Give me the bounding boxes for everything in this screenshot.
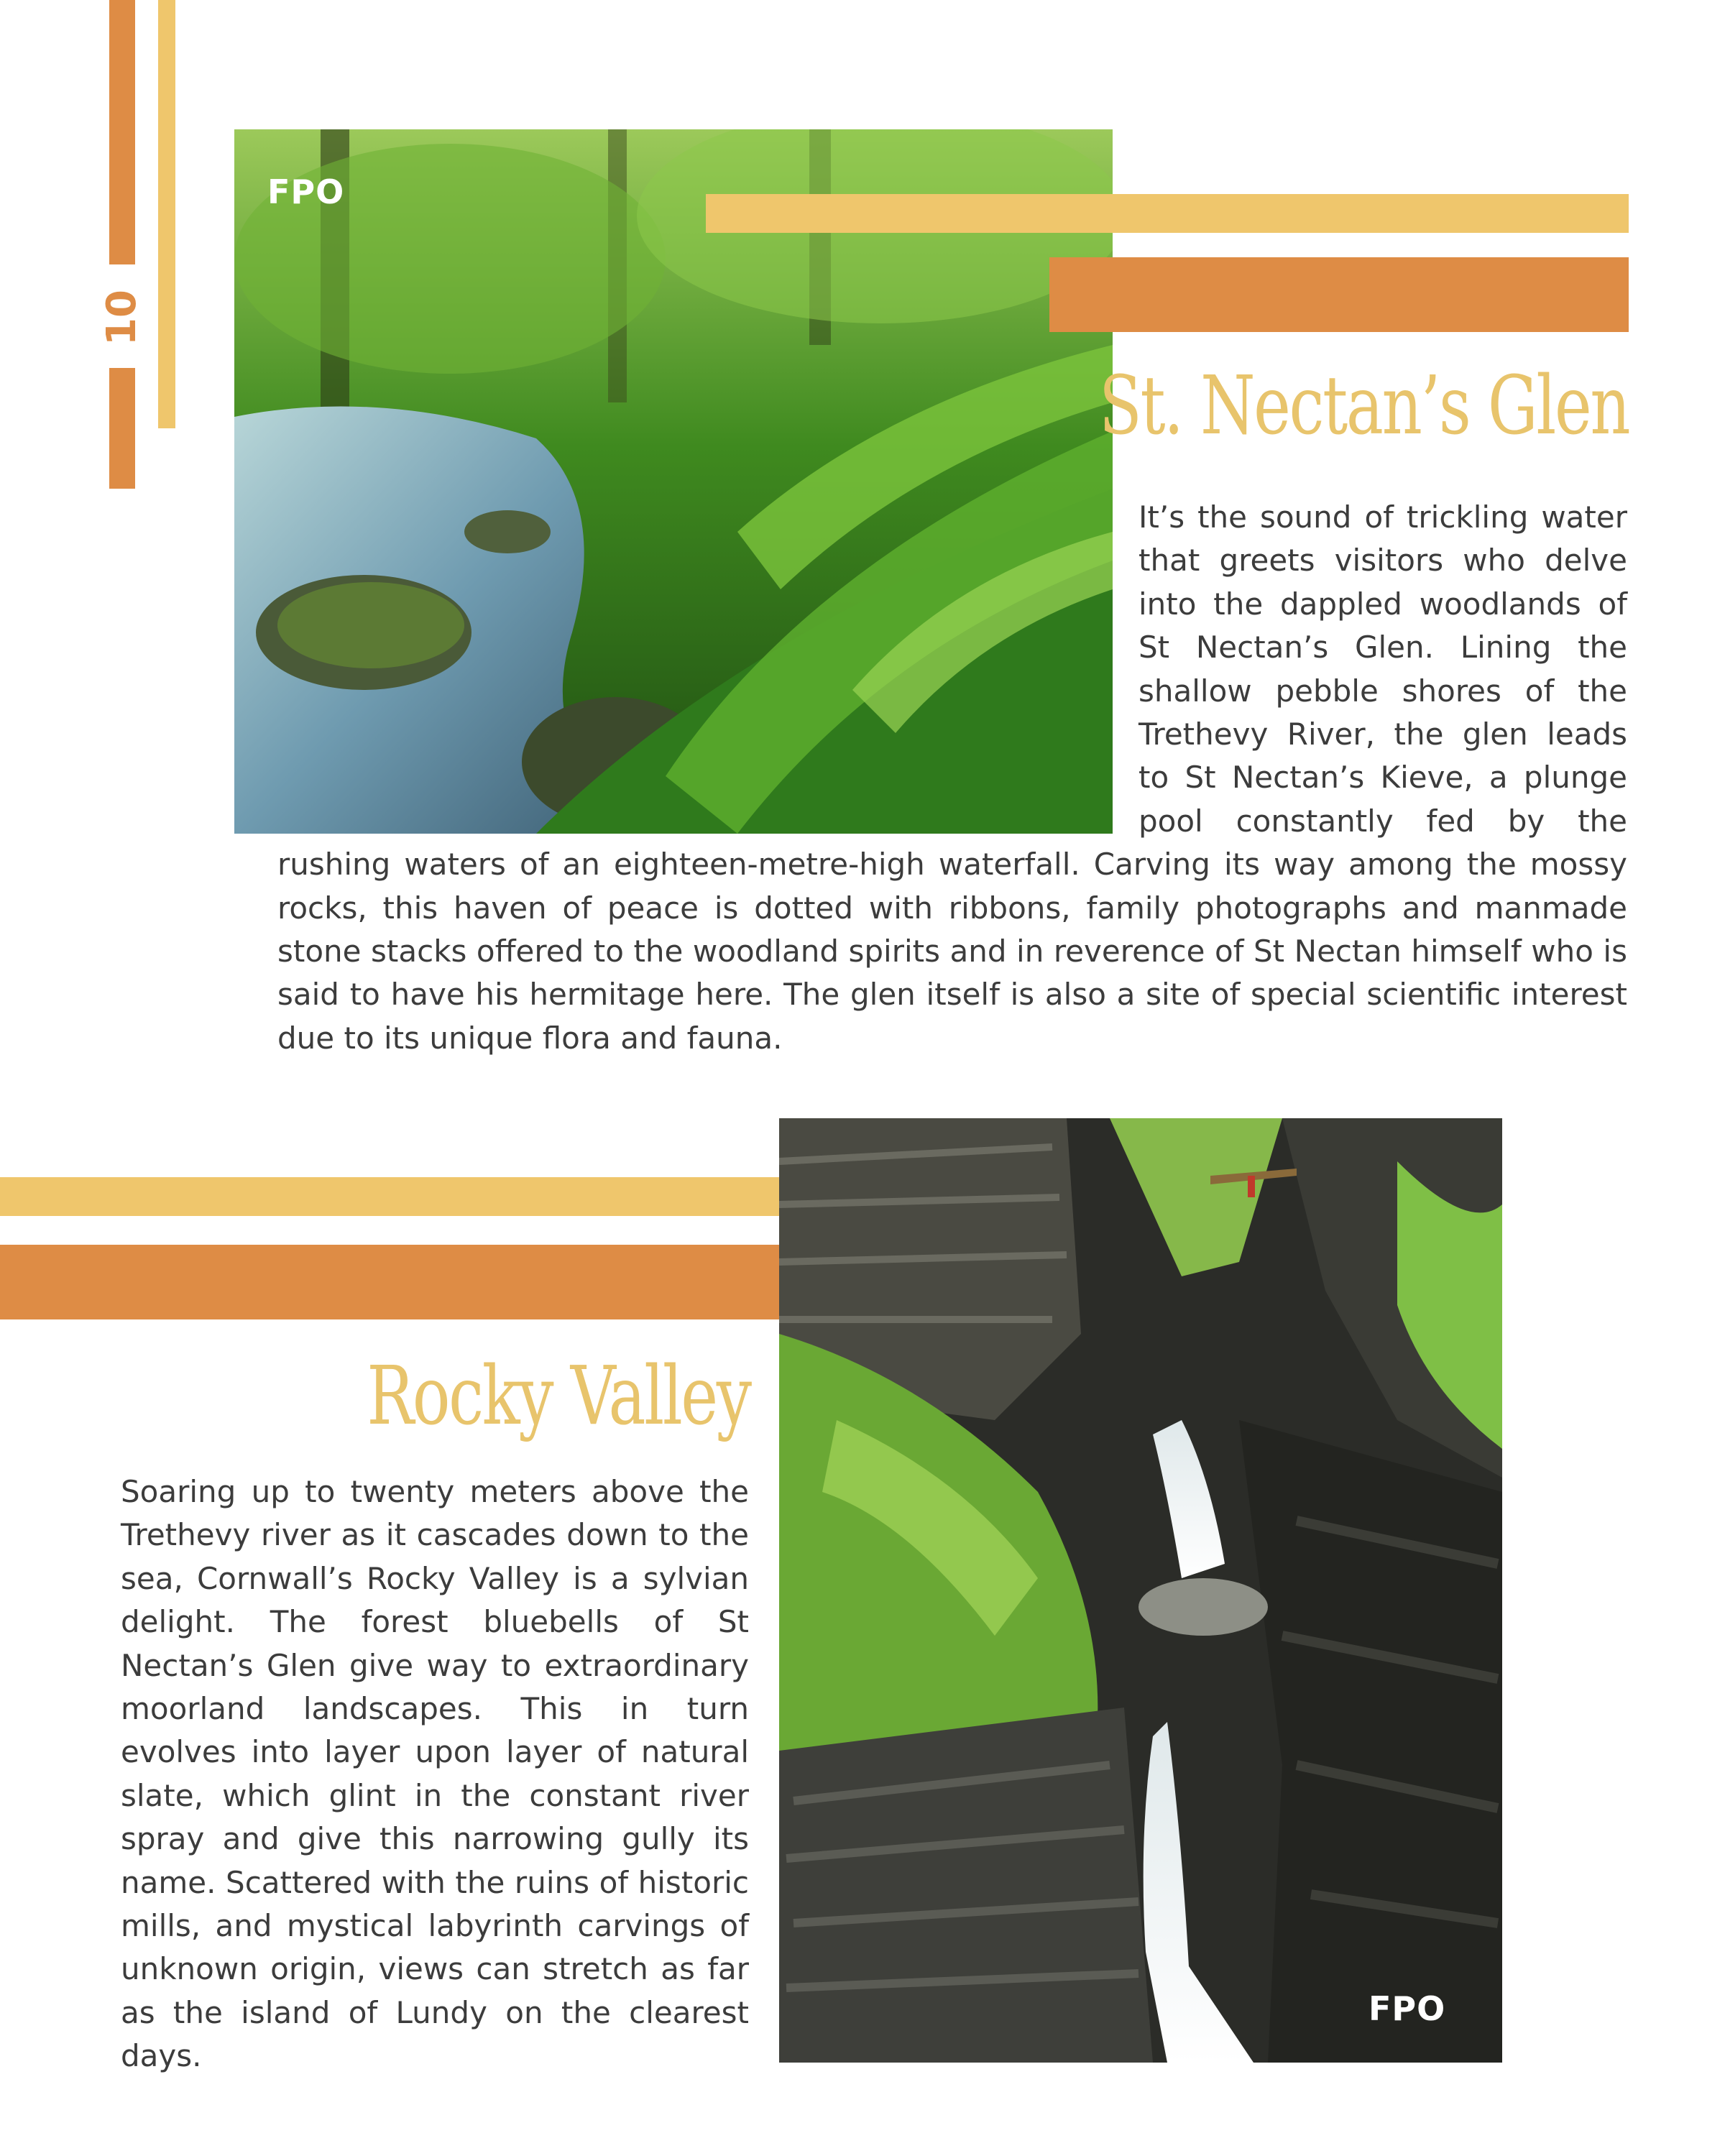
rocky-photo xyxy=(779,1118,1502,2063)
glen-title: St. Nectan’s Glen xyxy=(1098,359,1629,453)
glen-text-block xyxy=(277,496,1627,1071)
glen-body-text: It’s the sound of trickling water that greets visitors who delve into the dappled woodlands of St Nectan’s Glen. Lining the shallow pebble shores of the Trethevy River, the glen leads to St Nectan’s Kieve, a plunge pool constantly fed by the rushing waters of an eighteen-metre-high waterfall. Carving its way among the mossy rocks, this haven of peace is dotted with ribbons, family photographs and manmade stone stacks offered to the woodland spirits and in reverence of St Nectan himself who is said to have his hermitage here. The glen itself is also a site of special scientific interest due to its unique flora and fauna. xyxy=(277,499,1627,1056)
page-number-bar-bottom xyxy=(109,368,135,489)
rocky-body-text: Soaring up to twenty meters above the Trethevy river as it cascades down to the sea, Cornwall’s Rocky Valley is a sylvian delight. The forest bluebells of St Nectan’s Glen give way to extraordinary moorland landscapes. This in turn evolves into layer upon layer of natural slate, which glint in the constant river spray and give this narrowing gully its name. Scattered with the ruins of historic mills, and mystical labyrinth carvings of unknown origin, views can stretch as far as the island of Lundy on the clearest days. xyxy=(121,1474,749,2074)
page-number: 10 xyxy=(98,290,145,346)
rocky-photo-illustration xyxy=(779,1118,1502,2063)
rocky-title: Rocky Valley xyxy=(367,1350,750,1443)
page-number-bar-yellow xyxy=(158,0,175,428)
page-number-bar-top xyxy=(109,0,135,264)
glen-text-wrap-spacer xyxy=(277,496,1138,842)
glen-header-band-yellow xyxy=(706,194,1629,233)
rocky-photo-fpo-label: FPO xyxy=(1368,1989,1446,2028)
glen-photo-fpo-label: FPO xyxy=(267,172,345,211)
glen-header-band-orange xyxy=(1049,257,1629,332)
